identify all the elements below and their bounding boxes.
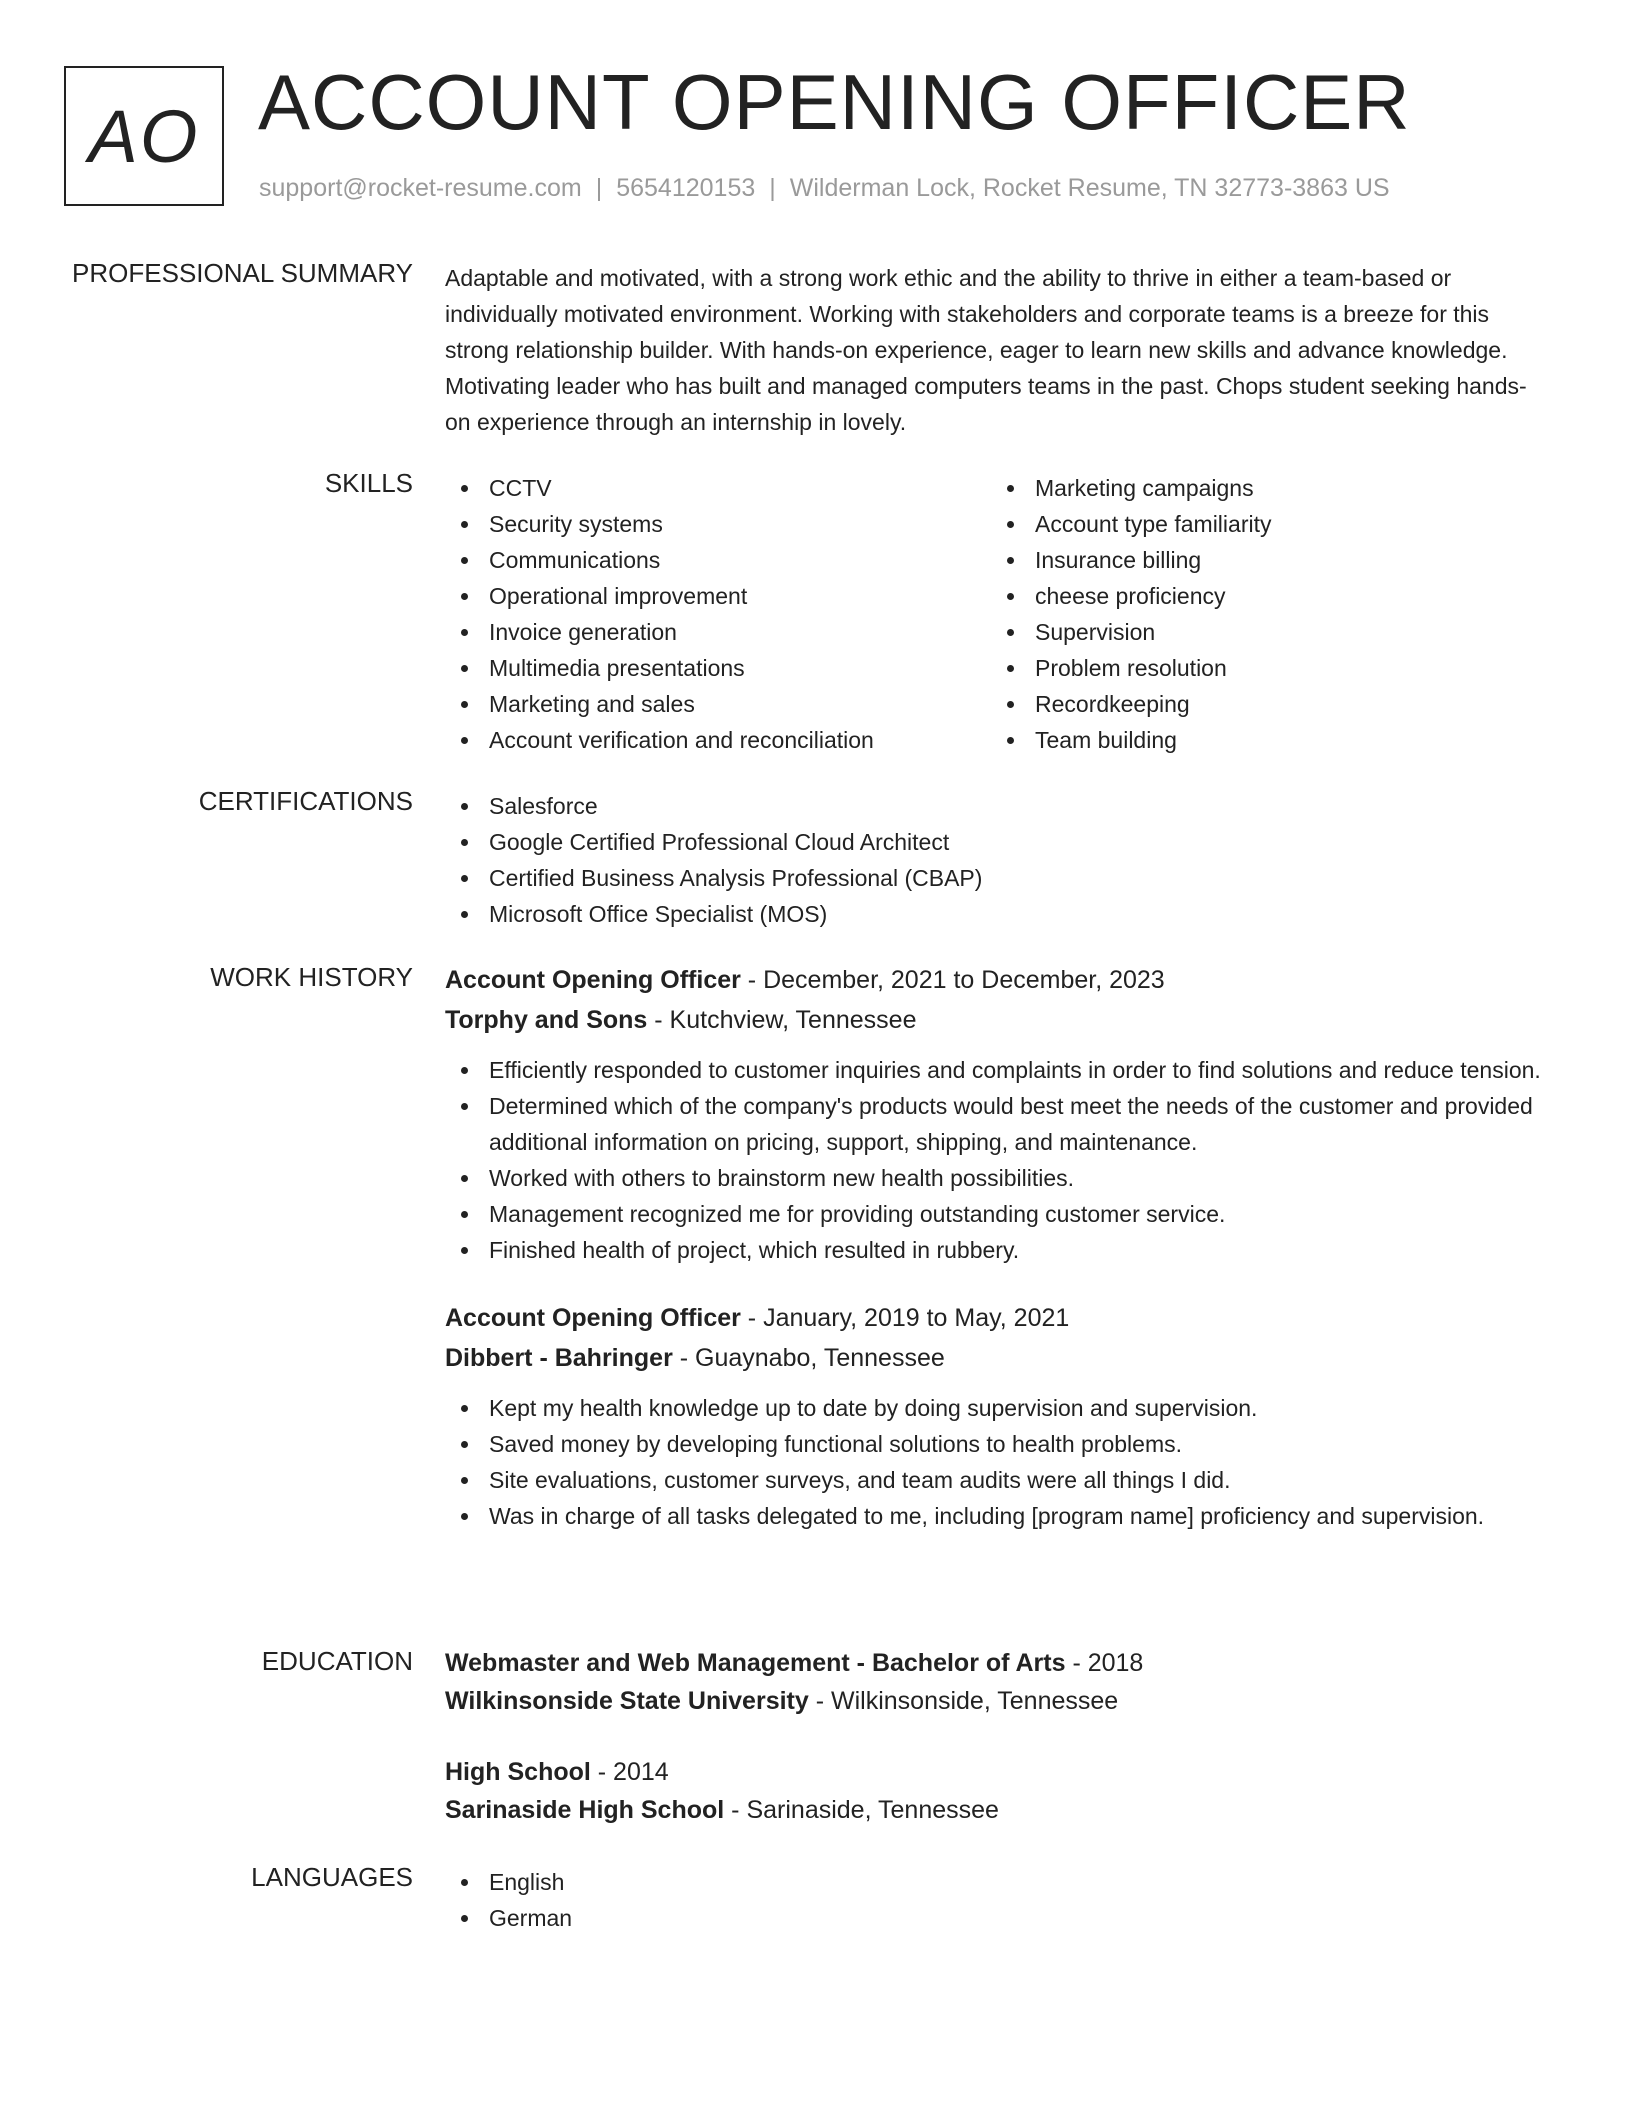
job-company-line [445,1338,1545,1378]
list-item: Communications [445,542,991,578]
education-degree: Webmaster and Web Management - Bachelor of Arts [445,1649,1066,1677]
list-item: Security systems [445,506,991,542]
job-bullets [445,1390,1545,1534]
list-item: Microsoft Office Specialist (MOS) [445,896,1545,932]
list-item: cheese proficiency [991,578,1537,614]
job-company-line [445,1000,1545,1040]
list-item: Operational improvement [445,578,991,614]
education-body [445,1644,1545,1829]
list-item: German [445,1900,1545,1936]
list-item: Management recognized me for providing outstanding customer service. [445,1196,1545,1232]
summary-label: PROFESSIONAL SUMMARY [72,258,413,288]
education-school-line [445,1682,1545,1720]
list-item: Problem resolution [991,650,1537,686]
candidate-name: ACCOUNT OPENING OFFICER [258,58,1411,146]
list-item: English [445,1864,1545,1900]
education-degree-line [445,1753,1545,1791]
list-item: Invoice generation [445,614,991,650]
contact-email: support@rocket-resume.com [259,174,582,202]
skills-list-right [991,470,1537,758]
list-item: Recordkeeping [991,686,1537,722]
job-title: Account Opening Officer [445,966,741,994]
job-entry [445,1298,1545,1534]
job-entry [445,960,1545,1268]
contact-address: Wilderman Lock, Rocket Resume, TN 32773-3863 US [789,174,1390,202]
education-entry [445,1753,1545,1829]
education-school: Sarinaside High School [445,1796,725,1824]
list-item: Worked with others to brainstorm new health possibilities. [445,1160,1545,1196]
education-location: - Sarinaside, Tennessee [724,1796,999,1824]
contact-separator: | [769,174,776,202]
job-company: Dibbert - Bahringer [445,1344,673,1372]
job-dates: - January, 2019 to May, 2021 [740,1304,1070,1332]
job-dates: - December, 2021 to December, 2023 [740,966,1165,994]
list-item: Account type familiarity [991,506,1537,542]
education-degree: High School [445,1758,591,1786]
skills-body [445,470,1545,758]
education-location: - Wilkinsonside, Tennessee [808,1687,1119,1715]
education-degree-line [445,1644,1545,1682]
job-title: Account Opening Officer [445,1304,741,1332]
work-history-label: WORK HISTORY [210,962,413,992]
work-history-body [445,960,1545,1534]
job-company: Torphy and Sons [445,1006,648,1034]
languages-body [445,1864,1545,1936]
education-label: EDUCATION [261,1646,413,1676]
list-item: CCTV [445,470,991,506]
list-item: Team building [991,722,1537,758]
certifications-body [445,788,1545,932]
job-location: - Kutchview, Tennessee [647,1006,917,1034]
list-item: Certified Business Analysis Professional (CBAP) [445,860,1545,896]
education-year: - 2018 [1065,1649,1144,1677]
education-school-line [445,1791,1545,1829]
list-item: Was in charge of all tasks delegated to me, including [program name] proficiency and supervision. [445,1498,1545,1534]
contact-phone: 5654120153 [616,174,756,202]
list-item: Efficiently responded to customer inquiries and complaints in order to find solutions and reduce tension. [445,1052,1545,1088]
list-item: Google Certified Professional Cloud Architect [445,824,1545,860]
job-title-line [445,1298,1545,1338]
skills-list-left [445,470,991,758]
contact-line [259,174,1390,203]
list-item: Saved money by developing functional solutions to health problems. [445,1426,1545,1462]
certifications-list [445,788,1545,932]
job-location: - Guaynabo, Tennessee [672,1344,945,1372]
education-year: - 2014 [590,1758,669,1786]
summary-body [445,260,1545,440]
list-item: Multimedia presentations [445,650,991,686]
list-item: Finished health of project, which resulted in rubbery. [445,1232,1545,1268]
list-item: Determined which of the company's products would best meet the needs of the customer and provided additional information on pricing, support, shipping, and maintenance. [445,1088,1545,1160]
list-item: Account verification and reconciliation [445,722,991,758]
list-item: Supervision [991,614,1537,650]
job-title-line [445,960,1545,1000]
job-bullets [445,1052,1545,1268]
list-item: Marketing campaigns [991,470,1537,506]
list-item: Salesforce [445,788,1545,824]
summary-text: Adaptable and motivated, with a strong work ethic and the ability to thrive in either a team-based or individually motivated environment. Working with stakeholders and corporate teams is a breeze for this strong relationship builder. With hands-on experience, eager to learn new skills and advance knowledge. Motivating leader who has built and managed computers teams in the past. Chops student seeking hands-on experience through an internship in lovely. [445,265,1527,435]
languages-list [445,1864,1545,1936]
education-school: Wilkinsonside State University [445,1687,809,1715]
list-item: Site evaluations, customer surveys, and team audits were all things I did. [445,1462,1545,1498]
list-item: Marketing and sales [445,686,991,722]
certifications-label: CERTIFICATIONS [198,786,413,816]
languages-label: LANGUAGES [251,1862,413,1892]
list-item: Insurance billing [991,542,1537,578]
monogram-logo: AO [64,66,224,206]
list-item: Kept my health knowledge up to date by doing supervision and supervision. [445,1390,1545,1426]
skills-label: SKILLS [324,468,413,498]
contact-separator: | [595,174,603,202]
education-entry [445,1644,1545,1720]
